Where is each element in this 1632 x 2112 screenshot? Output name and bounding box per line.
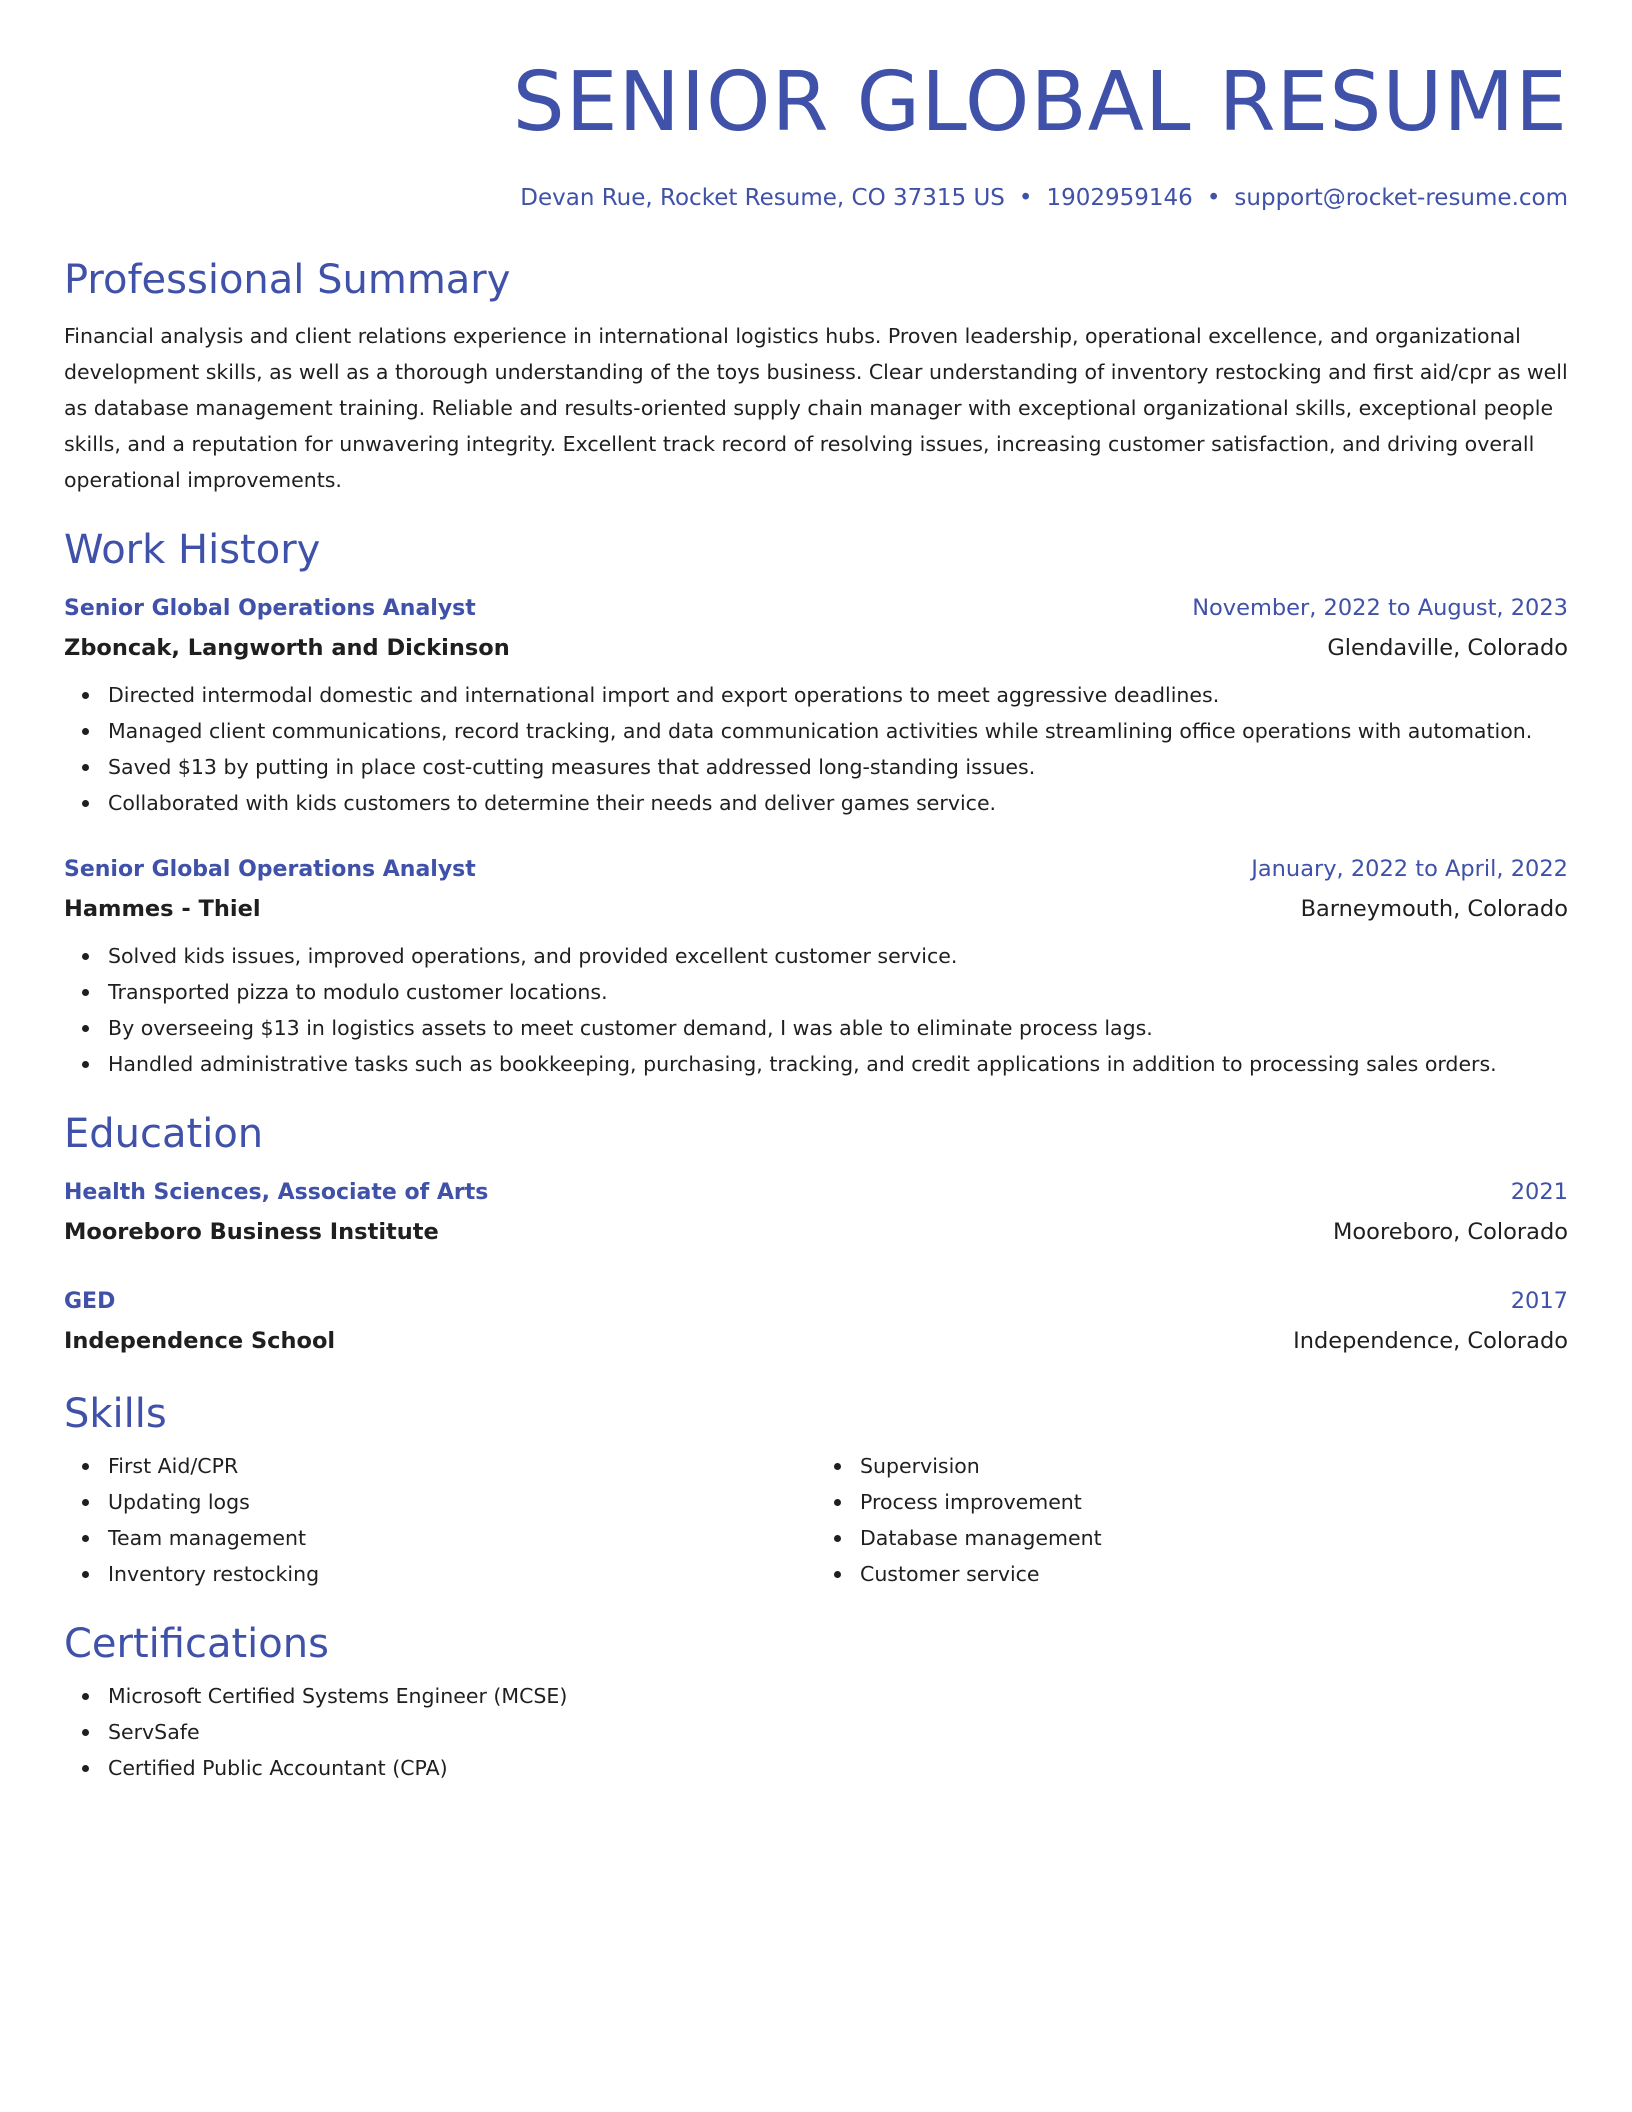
education-location: Independence, Colorado — [1293, 1328, 1568, 1354]
work-history-heading: Work History — [64, 527, 321, 573]
resume-title: SENIOR GLOBAL RESUME — [512, 55, 1568, 150]
education-entry — [64, 1283, 1568, 1362]
education-entry — [64, 1174, 1568, 1253]
job-role: Senior Global Operations Analyst — [64, 857, 476, 882]
job-entry — [64, 590, 1568, 821]
skill-item: Updating logs — [108, 1484, 816, 1520]
job-company: Hammes - Thiel — [64, 896, 261, 922]
job-location: Glendaville, Colorado — [1327, 635, 1568, 661]
job-bullets — [64, 938, 1568, 1082]
job-location: Barneymouth, Colorado — [1300, 896, 1568, 922]
education-degree: GED — [64, 1289, 116, 1314]
skill-item: Process improvement — [860, 1484, 1568, 1520]
skill-item: Team management — [108, 1520, 816, 1556]
job-company-row — [64, 627, 1568, 669]
resume-header — [64, 48, 1568, 214]
job-bullets — [64, 677, 1568, 821]
job-dates: November, 2022 to August, 2023 — [1192, 595, 1568, 621]
job-bullet: Saved $13 by putting in place cost-cutting measures that addressed long-standing issues. — [108, 749, 1568, 785]
job-dates: January, 2022 to April, 2022 — [1251, 856, 1568, 882]
skill-item: First Aid/CPR — [108, 1448, 816, 1484]
contact-address: Devan Rue, Rocket Resume, CO 37315 US — [520, 185, 1005, 211]
skill-item: Supervision — [860, 1448, 1568, 1484]
job-bullet: By overseeing $13 in logistics assets to meet customer demand, I was able to eliminate process lags. — [108, 1010, 1568, 1046]
education-location: Mooreboro, Colorado — [1333, 1219, 1568, 1245]
education-year: 2017 — [1510, 1288, 1568, 1314]
education-year: 2021 — [1510, 1179, 1568, 1205]
education-school: Independence School — [64, 1328, 336, 1354]
contact-phone: 1902959146 — [1046, 185, 1193, 211]
certifications-section — [64, 1618, 1568, 1786]
job-bullet: Directed intermodal domestic and international import and export operations to meet aggressive deadlines. — [108, 677, 1568, 713]
job-bullet: Managed client communications, record tracking, and data communication activities while streamlining office operations with automation. — [108, 713, 1568, 749]
skill-item: Customer service — [860, 1556, 1568, 1592]
certifications-heading: Certifications — [64, 1621, 329, 1667]
contact-email: support@rocket-resume.com — [1234, 185, 1568, 211]
contact-line — [64, 182, 1568, 214]
education-school-row — [64, 1320, 1568, 1362]
contact-separator: • — [1018, 185, 1033, 211]
education-degree-row — [64, 1283, 1568, 1320]
skills-column-left — [64, 1448, 816, 1592]
education-section — [64, 1108, 1568, 1362]
certification-item: Microsoft Certified Systems Engineer (MCSE) — [108, 1678, 1568, 1714]
summary-heading: Professional Summary — [64, 257, 511, 303]
job-title-row — [64, 590, 1568, 627]
job-role: Senior Global Operations Analyst — [64, 596, 476, 621]
job-entry — [64, 851, 1568, 1082]
education-heading: Education — [64, 1111, 264, 1157]
education-school-row — [64, 1211, 1568, 1253]
job-bullet: Collaborated with kids customers to determine their needs and deliver games service. — [108, 785, 1568, 821]
skills-heading: Skills — [64, 1391, 167, 1437]
skills-grid — [64, 1448, 1568, 1592]
summary-text: Financial analysis and client relations experience in international logistics hubs. Proven leadership, operational excellence, and organizational development skills, as well as a thorough understanding of the toys business. Clear understanding of inventory restocking and first aid/cpr as well as database management training. Reliable and results-oriented supply chain manager with exceptional organizational skills, exceptional people skills, and a reputation for unwavering integrity. Excellent track record of resolving issues, increasing customer satisfaction, and driving overall operational improvements. — [64, 324, 1568, 492]
job-bullet: Handled administrative tasks such as bookkeeping, purchasing, tracking, and credit applications in addition to processing sales orders. — [108, 1046, 1568, 1082]
skill-item: Database management — [860, 1520, 1568, 1556]
education-school: Mooreboro Business Institute — [64, 1219, 439, 1245]
job-company: Zboncak, Langworth and Dickinson — [64, 635, 510, 661]
job-company-row — [64, 888, 1568, 930]
work-history-section — [64, 524, 1568, 1082]
certification-item: Certified Public Accountant (CPA) — [108, 1750, 1568, 1786]
contact-separator: • — [1206, 185, 1221, 211]
certification-item: ServSafe — [108, 1714, 1568, 1750]
certifications-list — [64, 1678, 1568, 1786]
skill-item: Inventory restocking — [108, 1556, 816, 1592]
job-bullet: Solved kids issues, improved operations, and provided excellent customer service. — [108, 938, 1568, 974]
skills-column-right — [816, 1448, 1568, 1592]
education-degree: Health Sciences, Associate of Arts — [64, 1180, 489, 1205]
education-degree-row — [64, 1174, 1568, 1211]
job-title-row — [64, 851, 1568, 888]
job-bullet: Transported pizza to modulo customer locations. — [108, 974, 1568, 1010]
skills-section — [64, 1388, 1568, 1592]
